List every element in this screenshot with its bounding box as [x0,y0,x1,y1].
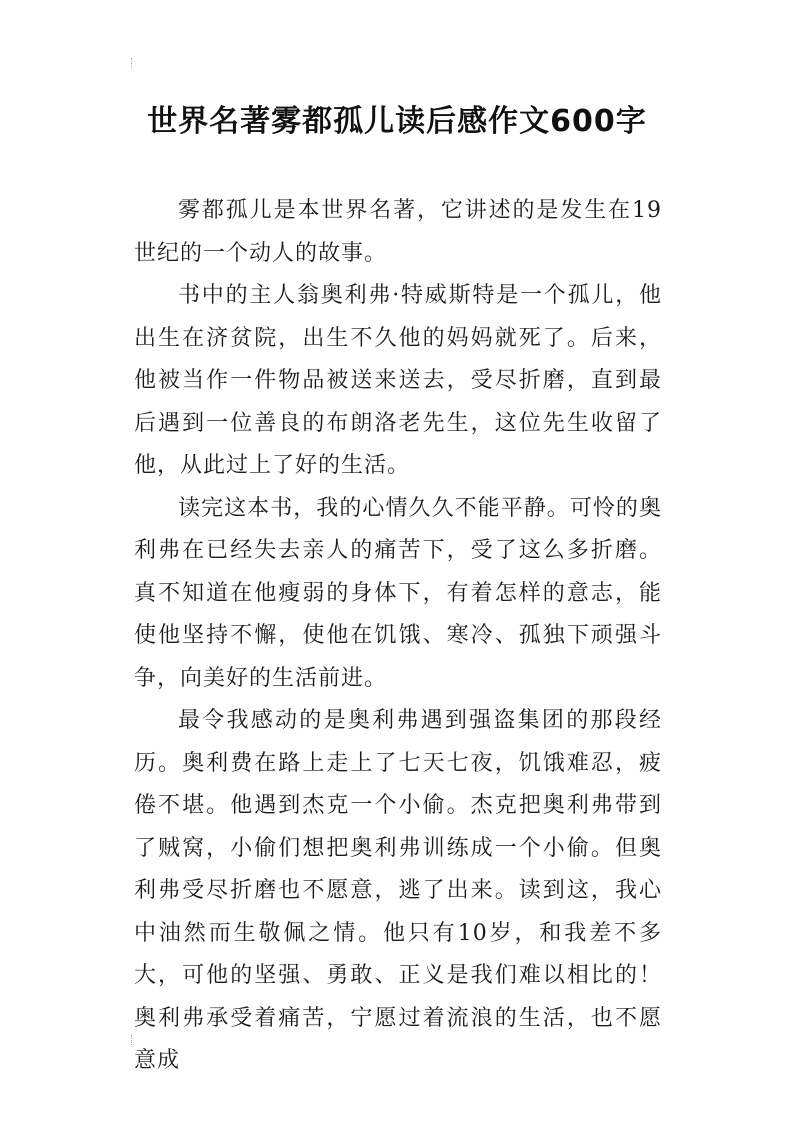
paragraph-1: 雾都孤儿是本世界名著，它讲述的是发生在19世纪的一个动人的故事。 [134,198,662,266]
paragraph-4: 最令我感动的是奥利弗遇到强盗集团的那段经历。奥利费在路上走上了七天七夜，饥饿难忍，疲倦不堪。他遇到杰克一个小偷。杰克把奥利弗带到了贼窝，小偷们想把奥利弗训练成一个小偷。但奥利弗受尽折磨也不愿意，逃了出来。读到这，我心中油然而生敬佩之情。他只有10岁，和我差不多大，可他的坚强、勇敢、正义是我们难以相比的！奥利弗承受着痛苦，宁愿过着流浪的生活，也不愿意成 [134,708,662,1073]
document-title: 世界名著雾都孤儿读后感作文600字 [147,104,647,139]
paragraph-3: 读完这本书，我的心情久久不能平静。可怜的奥利弗在已经失去亲人的痛苦下，受了这么多折磨。真不知道在他瘦弱的身体下，有着怎样的意志，能使他坚持不懈，使他在饥饿、寒冷、孤独下顽强斗争，向美好的生活前进。 [134,495,662,691]
corner-crop-mark-top [131,58,134,68]
paragraph-2: 书中的主人翁奥利弗·特威斯特是一个孤儿，他出生在济贫院，出生不久他的妈妈就死了。后来，他被当作一件物品被送来送去，受尽折磨，直到最后遇到一位善良的布朗洛老先生，这位先生收留了他，从此过上了好的生活。 [134,283,662,478]
document-body [134,190,662,1083]
